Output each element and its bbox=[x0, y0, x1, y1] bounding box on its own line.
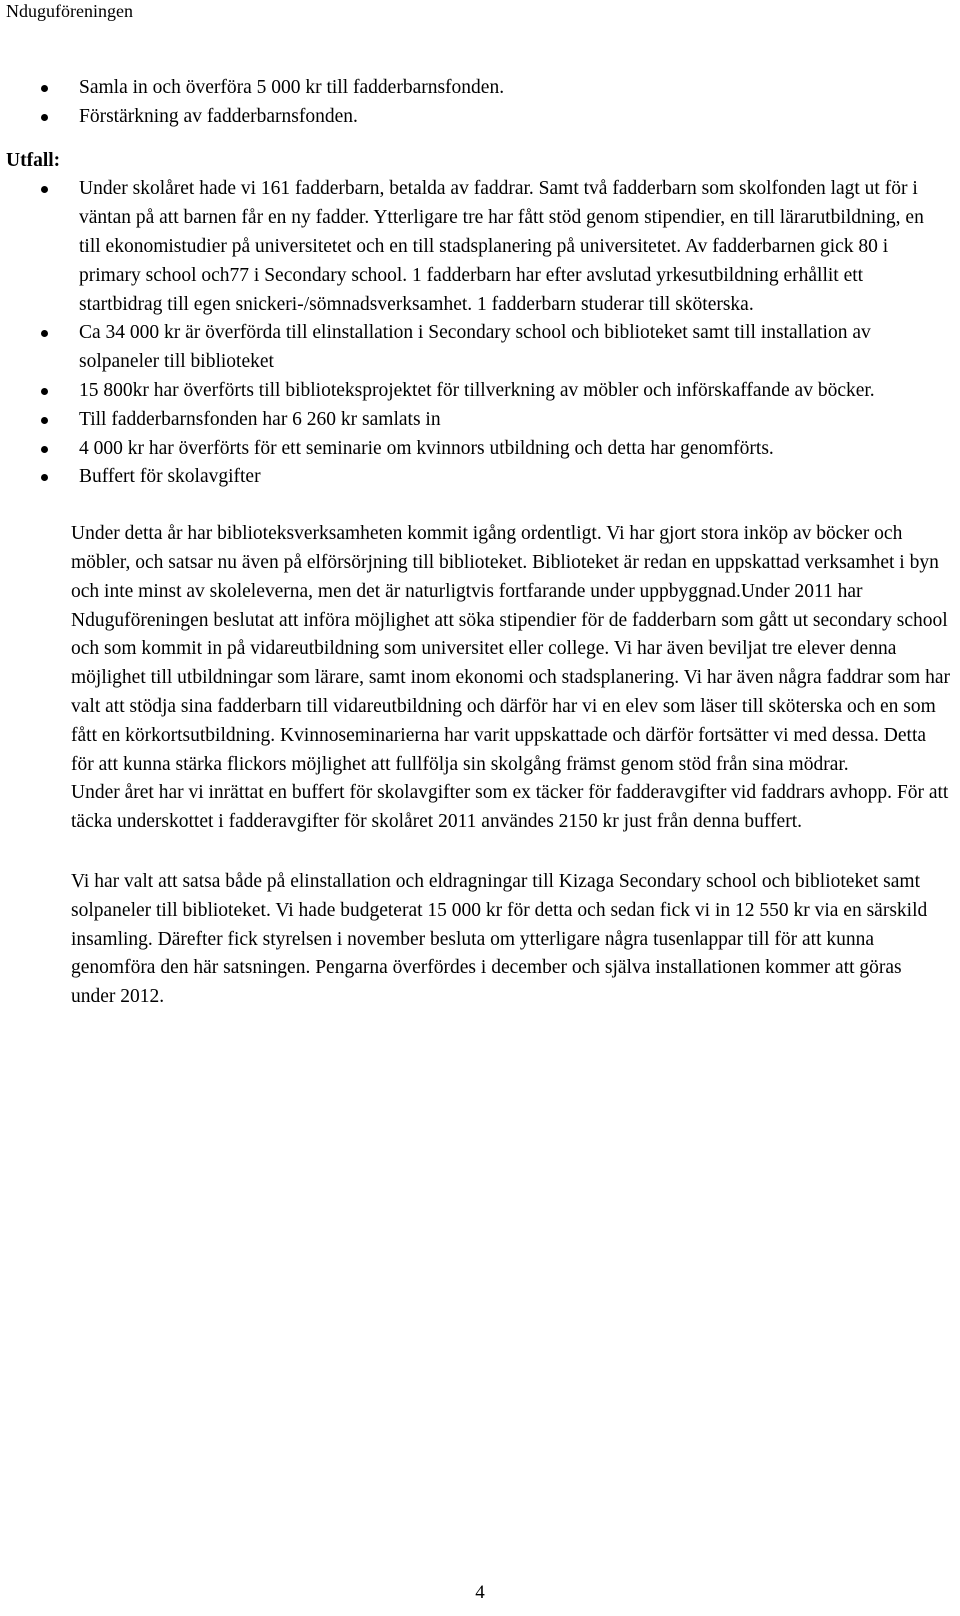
document-body bbox=[0, 74, 950, 1012]
paragraph-electrification: Vi har valt att satsa både på elinstallation och eldragningar till Kizaga Secondary school och biblioteket samt solpaneler till biblioteket. Vi hade budgeterat 15 000 kr för detta och sedan fick vi in 12 550 kr via en särskild insamling. Därefter fick styrelsen i november besluta om ytterligare några tusenlappar till för att kunna genomföra den här satsningen. Pengarna överfördes i december och själva installationen kommer att göras under 2012. bbox=[71, 870, 928, 1008]
list-item bbox=[0, 103, 950, 132]
list-item-text: Samla in och överföra 5 000 kr till fadderbarnsfonden. bbox=[79, 77, 505, 98]
bullet-icon bbox=[41, 417, 48, 424]
list-item-text: 4 000 kr har överförts för ett seminarie om kvinnors utbildning och detta har genomförts. bbox=[79, 437, 774, 459]
bullet-icon bbox=[41, 114, 48, 121]
page-header: Nduguföreningen bbox=[6, 1, 133, 21]
bullet-icon bbox=[41, 85, 48, 92]
list-item bbox=[0, 74, 950, 103]
outcome-list bbox=[0, 175, 950, 492]
bullet-icon bbox=[41, 446, 48, 453]
list-item bbox=[0, 406, 950, 435]
paragraph-library: Under detta år har biblioteksverksamheten kommit igång ordentligt. Vi har gjort stora inköp av böcker och möbler, och satsar nu även på elförsörjning till biblioteket. Biblioteket är redan en uppskattad verksamhet i byn och inte minst av skoleleverna, men det är naturligtvis fortfarande under uppbyggnad.Under 2011 har Nduguföreningen beslutat att införa möjlighet att söka stipendier för de fadderbarn som gått ut secondary school och som kommit in på vidareutbildning som universitet eller college. Vi har även beviljat tre elever denna möjlighet till utbildningar som lärare, samt inom ekonomi och stadsplanering. Vi har även några faddrar som har valt att stödja sina fadderbarn till vidareutbildning och därför har vi en elev som läser till sköterska och en som fått en körkortsutbildning. Kvinnoseminarierna har varit uppskattade och därför fortsätter vi med dessa. Detta för att kunna stärka flickors möjlighet att fullfölja sin skolgång främst genom stöd från sina mödrar. bbox=[71, 523, 950, 775]
paragraph-buffer: Under året har vi inrättat en buffert för skolavgifter som ex täcker för fadderavgifter vid faddrars avhopp. För att täcka underskottet i fadderavgifter för skolåret 2011 användes 2150 kr just från denna buffert. bbox=[71, 782, 949, 833]
list-item bbox=[0, 435, 950, 464]
list-item-text: Till fadderbarnsfonden har 6 260 kr samlats in bbox=[79, 408, 441, 430]
list-item bbox=[0, 319, 950, 377]
list-item bbox=[0, 377, 950, 406]
bullet-icon bbox=[41, 186, 48, 193]
bullet-icon bbox=[41, 330, 48, 337]
bullet-icon bbox=[41, 388, 48, 395]
list-item-text: 15 800kr har överförts till biblioteksprojektet för tillverkning av möbler och införskaffande av böcker. bbox=[79, 379, 875, 401]
list-item bbox=[0, 175, 950, 319]
bullet-icon bbox=[41, 474, 48, 481]
section-heading: Utfall: bbox=[6, 149, 61, 171]
list-item bbox=[0, 463, 950, 492]
list-item-text: Ca 34 000 kr är överförda till elinstallation i Secondary school och biblioteket samt till installation av solpaneler till biblioteket bbox=[79, 322, 871, 373]
list-item-text: Under skolåret hade vi 161 fadderbarn, betalda av faddrar. Samt två fadderbarn som skolfonden lagt ut för i väntan på att barnen får en ny fadder. Ytterligare tre har fått stöd genom stipendier, en till lärarutbildning, en till ekonomistudier på universitetet och en till stadsplanering på universitetet. Av fadderbarnen gick 80 i primary school och77 i Secondary school. 1 fadderbarn har efter avslutad yrkesutbildning erhållit ett startbidrag till egen snickeri-/sömnadsverksamhet. 1 fadderbarn studerar till sköterska. bbox=[79, 178, 924, 315]
page-number: 4 bbox=[475, 1582, 485, 1603]
list-item-text: Förstärkning av fadderbarnsfonden. bbox=[79, 105, 358, 127]
list-item-text: Buffert för skolavgifter bbox=[79, 466, 261, 488]
goals-list bbox=[0, 74, 950, 132]
